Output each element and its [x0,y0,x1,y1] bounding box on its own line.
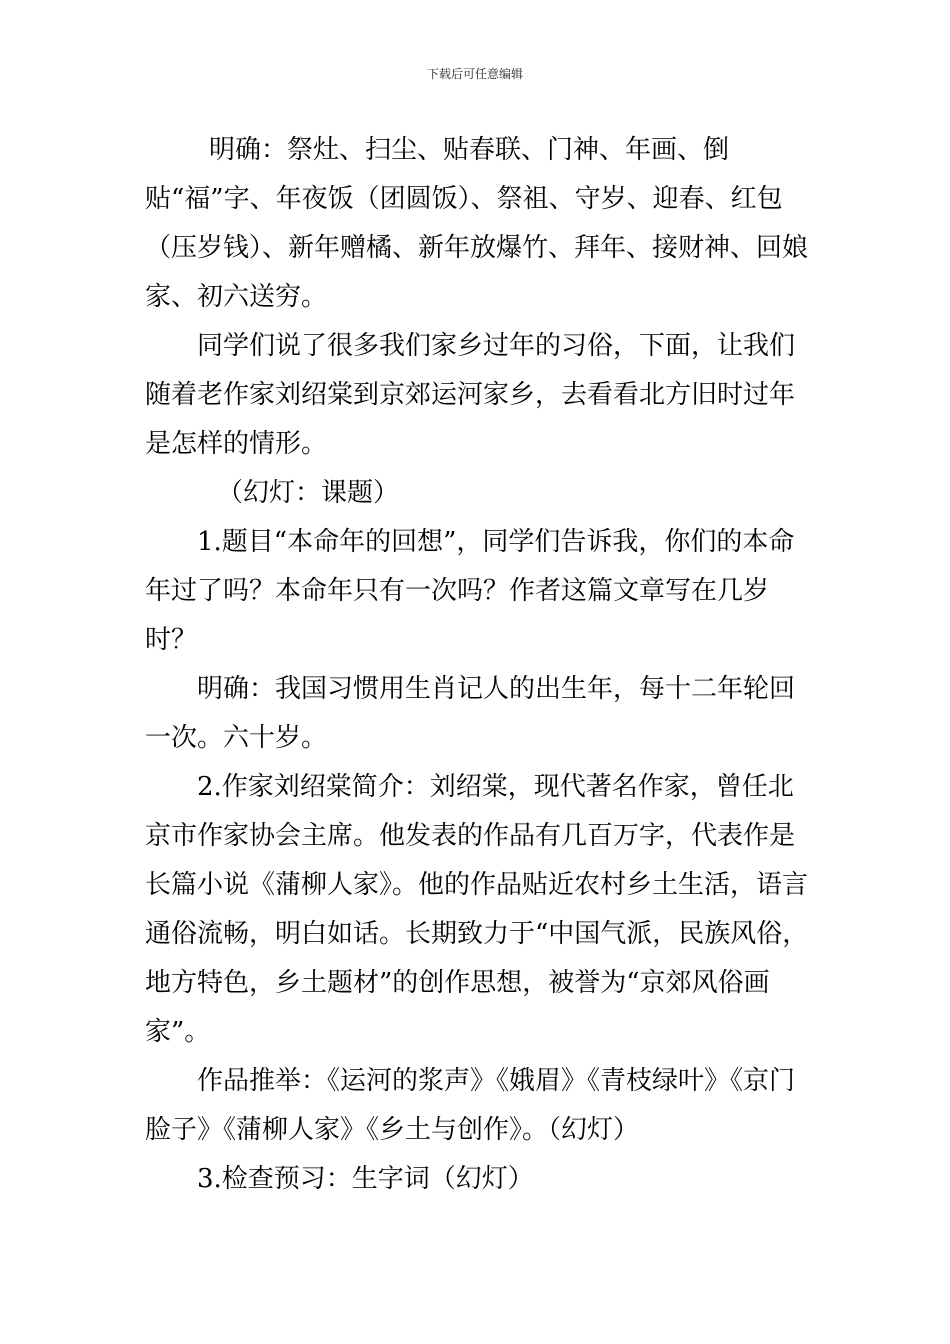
paragraph-slide-title: （幻灯：课题） [217,478,400,508]
document-body [145,126,810,1204]
paragraph-answer-zodiac: 明确：我国习惯用生肖记人的出生年，每十二年轮回一次。六十岁。 [145,674,796,753]
paragraph-preview-check: 3.检查预习：生字词（幻灯） [197,1164,534,1194]
paragraph-works: 作品推举：《运河的浆声》《娥眉》《青枝绿叶》《京门脸子》《蒲柳人家》《乡土与创作》。（幻灯） [145,1066,796,1145]
paragraph-question-title: 1.题目“本命年的回想”，同学们告诉我，你们的本命年过了吗？本命年只有一次吗？作者这篇文章写在几岁时？ [145,527,795,655]
page-header: 下载后可任意编辑 [426,67,523,81]
paragraph-author-intro: 2.作家刘绍棠简介：刘绍棠，现代著名作家，曾任北京市作家协会主席。他发表的作品有几百万字，代表作是长篇小说《蒲柳人家》。他的作品贴近农村乡土生活，语言通俗流畅，明白如话。长期致力于“中国气派，民族风俗，地方特色，乡土题材”的创作思想，被誉为“京郊风俗画家”。 [145,772,809,1047]
paragraph-answer-customs: 明确：祭灶、扫尘、贴春联、门神、年画、倒贴“福”字、年夜饭（团圆饭）、祭祖、守岁、迎春、红包（压岁钱）、新年赠橘、新年放爆竹、拜年、接财神、回娘家、初六送穷。 [145,135,809,312]
paragraph-transition: 同学们说了很多我们家乡过年的习俗，下面，让我们随着老作家刘绍棠到京郊运河家乡，去看看北方旧时过年是怎样的情形。 [145,331,796,459]
